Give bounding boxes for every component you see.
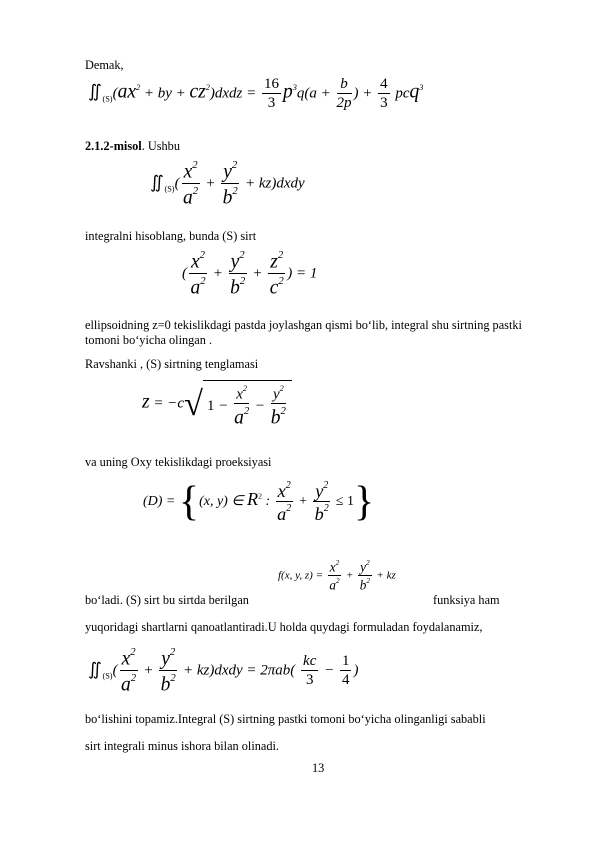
formula-ellipsoid: ( $\frac{x^2}{a^2}$ + $\frac{y^2}{b^2}$ + $\frac{z^2}{c^2}$ ) = 1 bbox=[182, 249, 318, 299]
minus-text: sirt integrali minus ishora bilan olinadi. bbox=[85, 739, 279, 753]
projection-text: va uning Oxy tekislikdagi proeksiyasi bbox=[85, 455, 272, 469]
page-number: 13 bbox=[312, 761, 325, 775]
formula-final: ∬ $_{(S)}$( $\frac{x^2}{a^2}$ + $\frac{y^2}{b^2}$ + kz)dxdy = 2πab( $\frac{kc}{3}$ − $\frac{1}{4}$ ) bbox=[88, 646, 359, 696]
funksiya-text: funksiya ham bbox=[433, 593, 500, 607]
boladi-text: bo‘ladi. (S) sirt bu sirtda berilgan bbox=[85, 593, 249, 607]
demak-text: Demak, bbox=[85, 58, 124, 72]
formula-integral: ∬ $_{(S)}$( $\frac{x^2}{a^2}$ + $\frac{y^2}{b^2}$ + kz)dxdy bbox=[150, 159, 305, 209]
ellipsoid-description: ellipsoidning z=0 tekislikdagi pastda joylashgan qismi bo‘lib, integral shu sirtning pastki tomoni bo‘yicha olingan . bbox=[85, 318, 522, 347]
example-label: 2.1.2-misol bbox=[85, 139, 142, 153]
yuqoridagi-text: yuqoridagi shartlarni qanoatlantiradi.U holda quydagi formuladan foydalanamiz, bbox=[85, 620, 483, 634]
formula-function: f(x, y, z) = $\frac{x^2}{a^2}$ + $\frac{y^2}{b^2}$ + kz bbox=[278, 559, 396, 593]
conclusion-text: bo‘lishini topamiz.Integral (S) sirtning pastki tomoni bo‘yicha olinganligi sababli bbox=[85, 712, 486, 726]
example-rest: . Ushbu bbox=[141, 139, 180, 153]
formula-surface-equation: z = −c√ 1 − $\frac{x^2}{a^2}$ − $\frac{y^2}{b^2}$ bbox=[142, 380, 292, 429]
solution-text: Ravshanki , (S) sirtning tenglamasi bbox=[85, 357, 259, 371]
integral-line: integralni hisoblang, bunda (S) sirt bbox=[85, 229, 257, 243]
formula-result-1: ∬ $_{(S)}(ax^2$ + by + $cz^2)dxdz$ = $\frac{16}{3}$ $p^3q(a$ + $\frac{b}{2p}$ ) + $\frac{4}{3}$ pcq$^3$ bbox=[88, 76, 424, 111]
example-heading bbox=[85, 139, 180, 154]
formula-projection-set: (D) = {(x, y) ∈ $R^2$ : $\frac{x^2}{a^2}$ + $\frac{y^2}{b^2}$ ≤ 1} bbox=[143, 479, 375, 525]
